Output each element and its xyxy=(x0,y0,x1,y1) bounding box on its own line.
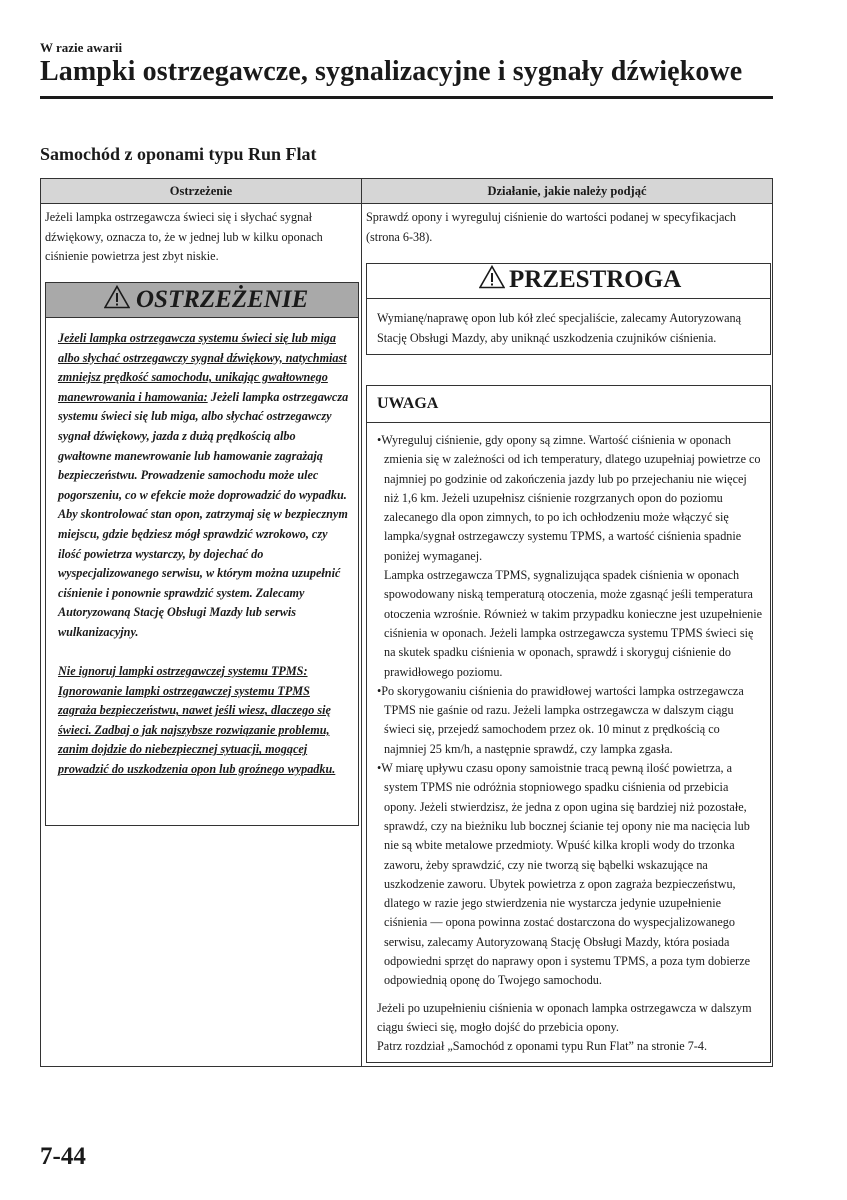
info-table xyxy=(40,178,773,1067)
section-header: W razie awarii xyxy=(40,40,123,55)
caution-box xyxy=(366,263,771,355)
warning-text-3: Ignorowanie lampki ostrzegawczej systemu TPMS zagraża bezpieczeństwu, nawet jeśli wiesz, dlaczego się świeci. Zadbaj o jak najszybsze rozwiązanie problemu, zanim dojdzie do niebezpiecznej sytuacji, mogącej prowadzić do uszkodzenia opon lub groźnego wypadku. xyxy=(58,683,336,777)
spacer xyxy=(377,991,762,999)
warning-box-header-content xyxy=(104,285,308,314)
warning-heading-1: Jeżeli lampka ostrzegawcza systemu świeci się lub miga albo słychać ostrzegawczy sygnał dźwiękowy, natychmiast zmniejsz prędkość samochodu, unikając gwałtownego manewrowania i hamowania: xyxy=(58,331,347,404)
note-bullet-3: •W miarę upływu czasu opony samoistnie tracą pewną ilość powietrza, a system TPMS nie odróżnia stopniowego spadku ciśnienia od przebicia opony. Jeżeli stwierdzisz, że jedna z opon ugina się bardziej niż pozostałe, sprawdź, czy na bieżniku lub bocznej ścianie tej opony nie ma nacięcia lub nie są wbite metalowe przedmioty. Wpuść kilka kropli wody do trzonka zaworu, żeby sprawdzić, czy nie tworzą się bąbelki wskazujące na uszkodzenie zaworu. Ubytek powietrza z opon zagraża bezpieczeństwu, dlatego w razie jego stwierdzenia nie wystarcza jedynie uzupełnienie ciśnienia ― opona powinna zostać dostarczona do wyspecjalizowanego serwisu, zalecamy Autoryzowaną Stację Obsługi Mazdy, która posiada odpowiedni sprzęt do naprawy opon i systemu TPMS, a poza tym dobierze odpowiednią oponę do Twojego samochodu. xyxy=(377,761,751,988)
warning-heading-2: Nie ignoruj lampki ostrzegawczej systemu TPMS: xyxy=(58,664,308,679)
warning-box-label: OSTRZEŻENIE xyxy=(136,285,309,313)
warning-paragraph-2: Aby skontrolować stan opon, zatrzymaj się w bezpiecznym miejscu, gdzie będziesz mógł sprawdzić wzrokowo, czy ilość powietrza wystarczy, by dojechać do wyspecjalizowanego serwisu, w którym można uzupełnić ciśnienie i ponownie sprawdzić system. Zalecamy Autoryzowaną Stację Obsługi Mazdy lub serwis wulkanizacyjny. xyxy=(58,507,348,639)
action-description: Sprawdź opony i wyreguluj ciśnienie do wartości podanej w specyfikacjach (strona 6-38). xyxy=(366,210,736,244)
note-box-label: UWAGA xyxy=(377,395,439,412)
caution-box-text: Wymianę/naprawę opon lub kół zleć specjaliście, zalecamy Autoryzowaną Stację Obsługi Mazdy, aby uniknąć uszkodzenia czujników ciśnienia. xyxy=(377,311,742,345)
note-bullet-1: •Wyreguluj ciśnienie, gdy opony są zimne. Wartość ciśnienia w oponach zmienia się w zależności od ich temperatury, dlatego uzupełniaj powietrze co najmniej po godzinie od zakończenia jazdy lub po przejechaniu nie więcej niż 1,6 km. Jeżeli uzupełnisz ciśnienie rozgrzanych opon do poziomu zalecanego dla opon zimnych, to po ich ochłodzeniu może włączyć się lampka/sygnał ostrzegawczy systemu TPMS, a wartość ciśnienia spadnie poniżej wymaganej. xyxy=(377,433,761,563)
note-box xyxy=(366,385,771,1063)
warning-triangle-icon xyxy=(104,285,130,314)
warning-box xyxy=(45,282,359,826)
note-footer-1: Jeżeli po uzupełnieniu ciśnienia w oponach lampka ostrzegawcza w dalszym ciągu świeci się, mogło dojść do przebicia opony. xyxy=(377,1000,752,1034)
caution-box-label: PRZESTROGA xyxy=(509,265,682,293)
warning-paragraph-1 xyxy=(58,329,350,505)
warning-box-body xyxy=(58,329,350,780)
spacer xyxy=(58,643,350,663)
note-bullet-1-continued: Lampka ostrzegawcza TPMS, sygnalizująca spadek ciśnienia w oponach spowodowany niską temperaturą otoczenia, może zgasnąć jeśli temperatura otoczenia wzrośnie. Również w takim przypadku konieczne jest uzupełnienie ciśnienia w oponach. Jeżeli lampka ostrzegawcza systemu TPMS świeci się na skutek spadku ciśnienia w oponach, sprawdź i skoryguj ciśnienie do prawidłowego poziomu. xyxy=(384,568,763,679)
column-header-action: Działanie, jakie należy podjąć xyxy=(362,179,772,204)
title-rule xyxy=(40,96,773,99)
caution-box-header xyxy=(367,264,770,299)
column-divider xyxy=(361,179,362,1066)
column-header-warning: Ostrzeżenie xyxy=(41,179,362,204)
note-box-body xyxy=(377,431,762,1057)
page-number: 7-44 xyxy=(40,1143,86,1170)
section-title: Samochód z oponami typu Run Flat xyxy=(40,144,317,164)
warning-text-1: Jeżeli lampka ostrzegawcza systemu świeci się lub miga, albo słychać ostrzegawczy sygnał dźwiękowy, jazda z dużą prędkością albo gwałtowne manewrowanie lub hamowanie zagrażają bezpieczeństwu. Prowadzenie samochodu może ulec pogorszeniu, co w efekcie może doprowadzić do wypadku. xyxy=(58,389,349,502)
warning-paragraph-3 xyxy=(58,662,350,780)
page-title: Lampki ostrzegawcze, sygnalizacyjne i sygnały dźwiękowe xyxy=(40,56,743,87)
warning-triangle-icon xyxy=(479,265,505,294)
warning-description: Jeżeli lampka ostrzegawcza świeci się i słychać sygnał dźwiękowy, oznacza to, że w jednej lub w kilku oponach ciśnienie powietrza jest zbyt niskie. xyxy=(45,210,323,263)
note-footer-2: Patrz rozdział „Samochód z oponami typu Run Flat” na stronie 7-4. xyxy=(377,1039,707,1054)
note-box-header xyxy=(367,386,770,423)
note-bullet-2: •Po skorygowaniu ciśnienia do prawidłowej wartości lampka ostrzegawcza TPMS nie gaśnie od razu. Jeżeli lampka ostrzegawcza w dalszym ciągu świeci się, przejedź samochodem przez ok. 10 minut z prędkością co najmniej 25 km/h, a następnie sprawdź, czy lampka zgasła. xyxy=(377,683,744,756)
warning-box-header xyxy=(46,283,358,318)
caution-box-header-content xyxy=(479,265,681,294)
